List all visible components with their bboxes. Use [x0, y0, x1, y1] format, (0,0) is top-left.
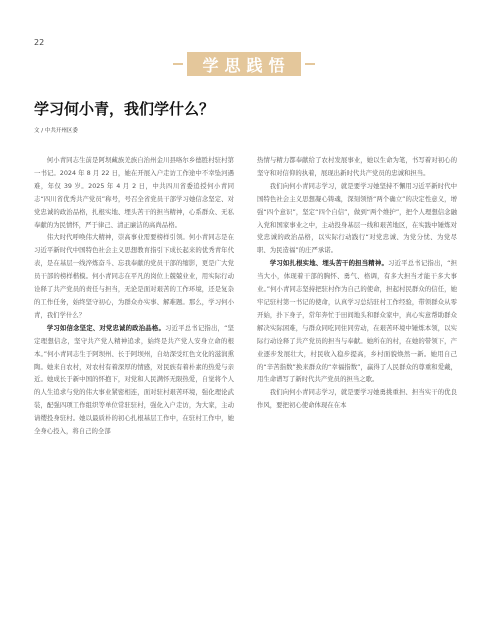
- paragraph: 伟大时代呼唤伟大精神，崇高事业需要榜样引领。何小青同志是在习近平新时代中国特色社会主义思想教育指引下成长起来的优秀青年代表，是在基层一线淬炼奋斗、忘我奉献的党员干部的缩影，更是广大党员干部的榜样楷模。何小青同志在平凡的岗位上兢兢业业，用实际行动诠释了共产党员的责任与担当，无论是面对艰苦的工作环境，还是复杂的工作任务，始终坚守初心，为群众办实事、解难题。那么，学习何小青，我们学什么？: [34, 233, 234, 319]
- article-title: 学习何小青，我们学什么？: [34, 100, 215, 118]
- banner-char: 悟: [268, 55, 286, 75]
- paragraph: 学习如信念坚定、对党忠诚的政治品格。习近平总书记指出，“坚定理想信念，坚守共产党人精神追求，始终是共产党人安身立命的根本。”何小青同志生于阿坝州、长于阿坝州，自幼深受红色文化的滋润熏陶。她来自农村，对农村有着深厚的情感，对民族有着朴素的热爱与亲近。她成长于新中国的怀抱下，对党和人民满怀无限热爱，自觉将个人的人生追求与党的伟大事业紧密相连，面对驻村艰苦环境，强化理论武装，配强四项工作组织等单位常驻驻村，强化入户走访，为大家，主动请缨投身驻村。她以最质朴的初心扎根基层工作中，在驻村工作中，她全身心投入，将自己的全部: [34, 323, 235, 436]
- paragraph: 我们向何小青同志学习，就是要学习她勇挑重担、担当实干的优良作风，要把初心使命体现在在本: [257, 388, 457, 410]
- paragraph: 学习如扎根实地、埋头苦干的担当精神。习近平总书记指出，“担当大小，体现着干部的胸怀、勇气、格调，有多大担当才能干多大事业。”何小青同志坚持把驻村作为自己的使命，担起村民群众的信任，她牢记驻村第一书记的使命，认真学习总结驻村工作经验，带领群众从零开始，扑下身子，常年奔忙于田间地头和群众家中，真心实意帮助群众解决实际困难，与群众同吃同住同劳动，在艰苦环境中锤炼本领，以实际行动诠释了共产党员的担当与奉献。她所在的村，在她的带领下，产业逐步发展壮大，村民收入稳步提高，乡村面貌焕然一新。她用自己的“辛苦指数”换来群众的“幸福指数”，赢得了人民群众的尊重和爱戴，用生命谱写了新时代共产党员的担当之歌。: [257, 259, 458, 384]
- paragraph: 我们向何小青同志学习，就是要学习她坚持不懈用习近平新时代中国特色社会主义思想凝心铸魂，深刻领悟“两个确立”的决定性意义，增强“四个意识”，坚定“四个自信”，做到“两个维护”，把个人理想信念融入党和国家事业之中，主动投身基层一线和艰苦地区，在实践中锤炼对党忠诚的政治品格，以实际行动践行“对党忠诚、为党分忧、为党尽职、为民造福”的庄严承诺。: [257, 181, 457, 255]
- right-column: [257, 154, 457, 412]
- section-banner: [187, 52, 301, 76]
- banner-char: 学: [202, 55, 220, 75]
- page-number: 22: [34, 38, 45, 47]
- paragraph-lead: 学习如信念坚定、对党忠诚的政治品格。: [46, 323, 166, 332]
- paragraph-lead: 学习如扎根实地、埋头苦干的担当精神。: [269, 259, 389, 268]
- left-column: [34, 154, 234, 438]
- paragraph: 何小青同志生前是阿坝藏族羌族自治州金川县咯尔乡德胜村驻村第一书记。2024 年 8 月 22 日，她在开展入户走访工作途中不幸坠河遇难，年仅 39 岁。2025 年 4 月 2 日，中共四川省委追授何小青同志“四川省优秀共产党员”称号，号召全省党员干部学习她信念坚定、对党忠诚的政治品格，扎根实地、埋头苦干的担当精神，心系群众、无私奉献的为民情怀，严于律己、清正廉洁的高尚品格。: [34, 156, 234, 229]
- paragraph: 热情与精力都奉献给了农村发展事业，她以生命为笔，书写着对初心的坚守和对信仰的执着，展现出新时代共产党员的忠诚和担当。: [257, 156, 457, 177]
- byline: 文 / 中共开州区委: [34, 128, 78, 134]
- banner-char: 践: [246, 55, 264, 75]
- banner-char: 思: [224, 55, 242, 75]
